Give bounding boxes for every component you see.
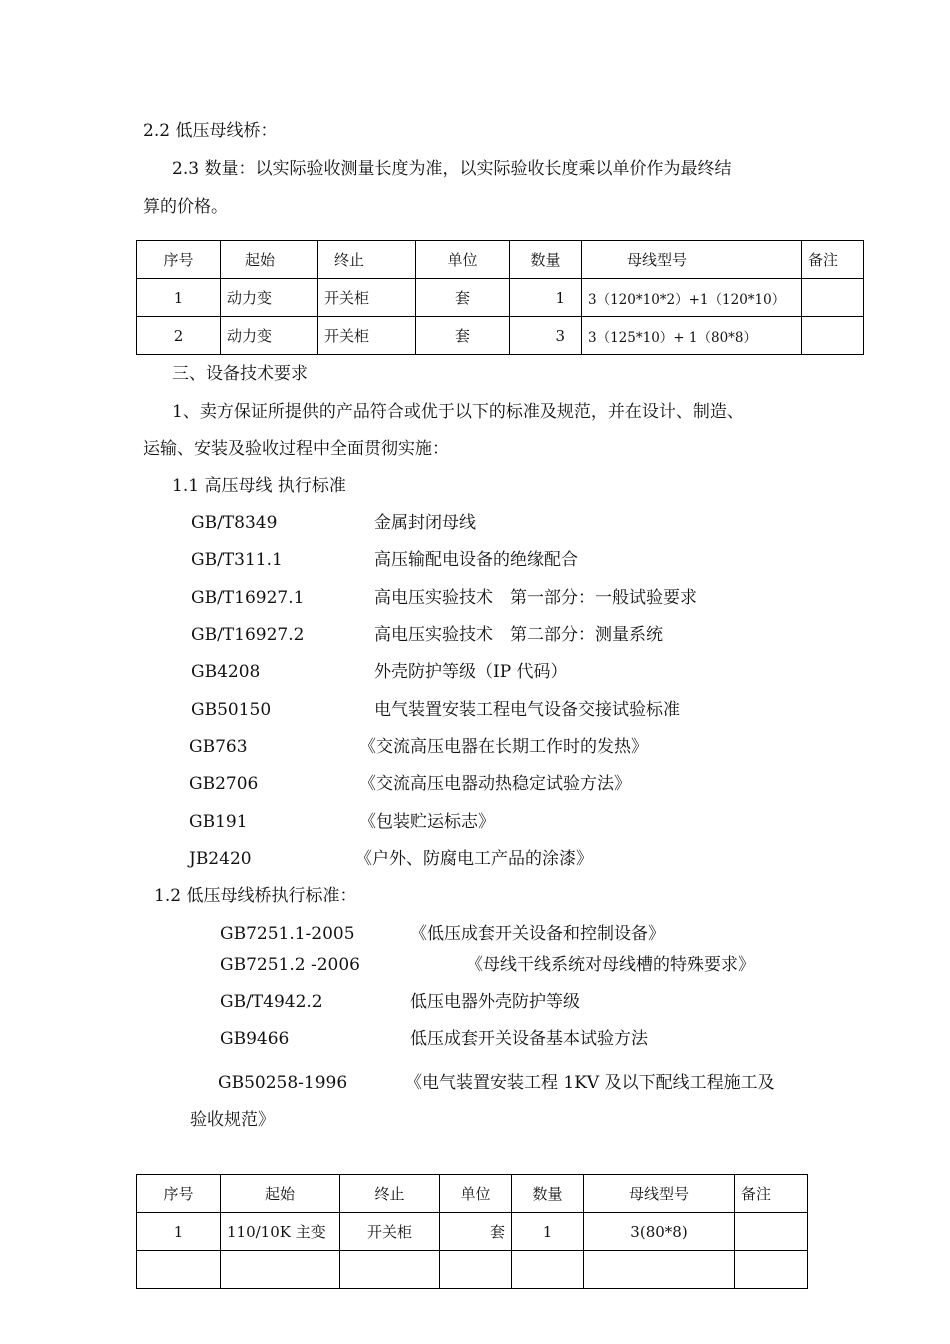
table-row <box>137 1213 808 1251</box>
standard-title: 《母线干线系统对母线槽的特殊要求》 <box>466 955 755 975</box>
standard-title: 《电气装置安装工程 1KV 及以下配线工程施工及 <box>405 1073 775 1093</box>
cell-end <box>340 1251 440 1289</box>
cell-remark <box>735 1251 808 1289</box>
cell-quantity: 1 <box>512 1213 584 1251</box>
cell-remark <box>802 279 864 317</box>
standard-title: 高电压实验技术 第二部分：测量系统 <box>374 625 663 645</box>
cell-quantity <box>512 1251 584 1289</box>
table-header-row <box>137 1175 808 1213</box>
header-cell: 数量 <box>512 1175 584 1213</box>
cell-quantity: 3 <box>510 317 582 355</box>
cell-end: 开关柜 <box>318 317 416 355</box>
standard-code: GB763 <box>189 737 248 757</box>
standard-title: 外壳防护等级（IP 代码） <box>374 662 568 682</box>
header-cell: 起始 <box>221 241 318 279</box>
standard-title-continuation: 验收规范》 <box>190 1110 275 1130</box>
header-cell: 备注 <box>802 241 864 279</box>
header-cell: 母线型号 <box>582 241 802 279</box>
cell-index: 1 <box>137 1213 221 1251</box>
header-cell: 母线型号 <box>584 1175 735 1213</box>
standard-title: 高电压实验技术 第一部分：一般试验要求 <box>374 588 697 608</box>
paragraph-2-3-line2: 算的价格。 <box>143 197 228 217</box>
cell-unit: 套 <box>416 279 510 317</box>
cell-end: 开关柜 <box>340 1213 440 1251</box>
bus-bridge-table-1 <box>136 240 864 355</box>
header-cell: 数量 <box>510 241 582 279</box>
cell-remark <box>802 317 864 355</box>
standard-title: 金属封闭母线 <box>374 513 476 533</box>
standard-code: GB/T16927.2 <box>191 625 305 645</box>
standard-code: GB9466 <box>220 1029 290 1049</box>
standard-code: GB50150 <box>191 700 272 720</box>
cell-end: 开关柜 <box>318 279 416 317</box>
paragraph-1-line2: 运输、安装及验收过程中全面贯彻实施： <box>143 439 449 459</box>
header-cell: 序号 <box>137 241 221 279</box>
table-row <box>137 1251 808 1289</box>
header-cell: 终止 <box>318 241 416 279</box>
header-cell: 序号 <box>137 1175 221 1213</box>
cell-busbar-model: 3(80*8) <box>584 1213 735 1251</box>
paragraph-1-line1: 1、卖方保证所提供的产品符合或优于以下的标准及规范，并在设计、制造、 <box>172 402 744 422</box>
standard-code: GB7251.1-2005 <box>220 924 355 944</box>
standard-title: 低压成套开关设备基本试验方法 <box>410 1029 648 1049</box>
subsection-heading-1-2: 1.2 低压母线桥执行标准： <box>154 886 357 906</box>
standard-code: GB4208 <box>191 662 261 682</box>
cell-index <box>137 1251 221 1289</box>
standard-title: 《包装贮运标志》 <box>359 812 495 832</box>
standard-title: 《户外、防腐电工产品的涂漆》 <box>355 849 593 869</box>
standard-code: GB/T311.1 <box>191 550 283 570</box>
standard-title: 《低压成套开关设备和控制设备》 <box>410 924 665 944</box>
standard-title: 电气装置安装工程电气设备交接试验标准 <box>374 700 680 720</box>
table-row <box>137 279 864 317</box>
cell-remark <box>735 1213 808 1251</box>
standard-code: JB2420 <box>189 849 252 869</box>
paragraph-2-3-line1: 2.3 数量：以实际验收测量长度为准，以实际验收长度乘以单价作为最终结 <box>172 159 732 179</box>
cell-index: 1 <box>137 279 221 317</box>
standard-title: 《交流高压电器在长期工作时的发热》 <box>359 737 648 757</box>
standard-title: 高压输配电设备的绝缘配合 <box>374 550 578 570</box>
cell-start: 动力变 <box>221 317 318 355</box>
table-header-row <box>137 241 864 279</box>
cell-busbar-model: 3（120*10*2）+1（120*10） <box>582 279 802 317</box>
standard-code: GB/T16927.1 <box>191 588 305 608</box>
cell-start: 110/10K 主变 <box>221 1213 340 1251</box>
section-heading-2-2: 2.2 低压母线桥： <box>143 121 278 141</box>
standard-code: GB2706 <box>189 774 259 794</box>
cell-busbar-model: 3（125*10）+ 1（80*8） <box>582 317 802 355</box>
cell-unit: 套 <box>416 317 510 355</box>
cell-index: 2 <box>137 317 221 355</box>
standard-title: 《交流高压电器动热稳定试验方法》 <box>359 774 631 794</box>
header-cell: 单位 <box>416 241 510 279</box>
table-row <box>137 317 864 355</box>
header-cell: 单位 <box>440 1175 512 1213</box>
cell-start <box>221 1251 340 1289</box>
standard-code: GB50258-1996 <box>218 1073 348 1093</box>
standard-code: GB7251.2 -2006 <box>220 955 360 975</box>
cell-busbar-model <box>584 1251 735 1289</box>
cell-unit: 套 <box>440 1213 512 1251</box>
cell-unit <box>440 1251 512 1289</box>
cell-start: 动力变 <box>221 279 318 317</box>
cell-quantity: 1 <box>510 279 582 317</box>
bus-bridge-table-2 <box>136 1174 808 1289</box>
standard-code: GB191 <box>189 812 248 832</box>
section-heading-3: 三、设备技术要求 <box>172 364 308 384</box>
header-cell: 备注 <box>735 1175 808 1213</box>
subsection-heading-1-1: 1.1 高压母线 执行标准 <box>172 476 346 496</box>
header-cell: 起始 <box>221 1175 340 1213</box>
standard-code: GB/T8349 <box>191 513 278 533</box>
standard-title: 低压电器外壳防护等级 <box>410 992 580 1012</box>
standard-code: GB/T4942.2 <box>220 992 323 1012</box>
header-cell: 终止 <box>340 1175 440 1213</box>
